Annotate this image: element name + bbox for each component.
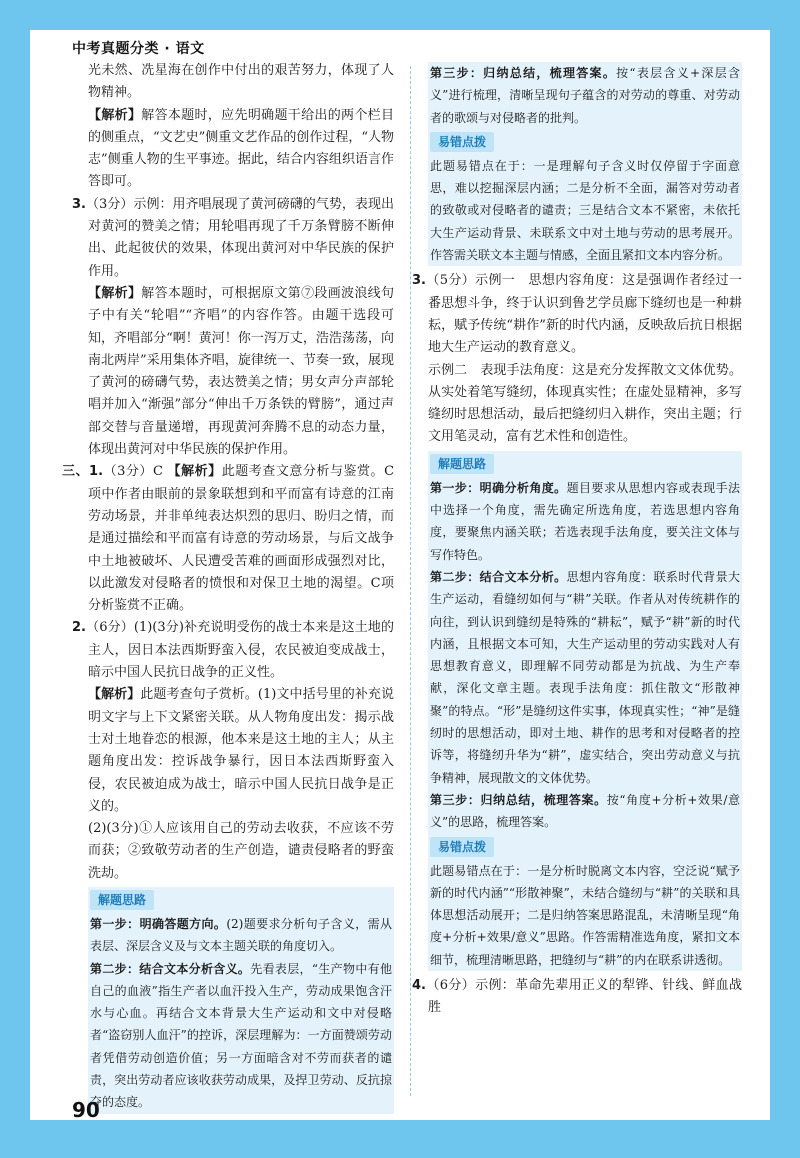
step-2: 第二步：结合文本分析。思想内容角度：联系时代背景大生产运动，看缝纫如何与“耕”关联。作者从对传统耕作的向往，到认识到缝纫是特殊的“耕耘”，赋予“耕”新的时代内涵，且根据文本可知，大生产运动里的劳动实践对人有思想教育意义，即理解不同劳动都是为抗战、为生产奉献，深化文章主题。表现手法角度：抓住散文“形散神聚”的特点。“形”是缝纫这件实事，体现真实性；“神”是缝纫时的思想活动，即对土地、耕作的思考和对侵略者的控诉等，将缝纫升华为“耕”，虚实结合，突出劳动意义与抗争精神，展现散文的文体优势。 bbox=[430, 569, 740, 785]
error-tip-tag: 易错点拨 bbox=[430, 132, 494, 152]
analysis-label: 【解析】 bbox=[88, 687, 141, 703]
question-3: 3.（3分）示例：用齐唱展现了黄河磅礴的气势，表现出对黄河的赞美之情；用轮唱再现了千万条臂膀不断伸出、此起彼伏的效果，体现出黄河对中华民族的保护作用。 bbox=[72, 196, 394, 279]
solution-approach-box bbox=[88, 887, 394, 1114]
error-tip-text: 此题易错点在于：一是分析时脱离文本内容，空泛说“赋予新的时代内涵”“形散神聚”，未结合缝纫与“耕”的关联和具体思想活动展开；二是归纳答案思路混乱，未清晰呈现“角度+分析+效果/意义”思路。作答需精准选角度，紧扣文本细节，梳理清晰思路，把缝纫与“耕”的内在联系讲透彻。 bbox=[430, 863, 740, 967]
left-border-band bbox=[0, 0, 30, 1158]
solution-approach-tag: 解题思路 bbox=[430, 454, 494, 474]
question-3-analysis: 【解析】解答本题时，可根据原文第⑦段画波浪线句子中有关“轮唱”“齐唱”的内容作答。由题干选段可知，齐唱部分“啊！黄河！你一泻万丈，浩浩荡荡，向南北两岸”采用集体齐唱，旋律统一、节奏一致，展现了黄河的磅礴气势，表达赞美之情；男女声分声部轮唱并加入“渐强”部分“伸出千万条铁的臂膀”，通过声部交替与音量递增，再现黄河奔腾不息的动态力量，体现出黄河对中华民族的保护作用。 bbox=[88, 285, 394, 458]
page-number: 90 bbox=[72, 1098, 100, 1122]
section3-question-2-part2: (2)(3分)①人应该用自己的劳动去收获，不应该不劳而获；②致敬劳动者的生产创造，谴责侵略者的野蛮洗劫。 bbox=[88, 821, 394, 881]
step-1: 第一步：明确分析角度。题目要求从思想内容或表现手法中选择一个角度，需先确定所选角度，若选思想内容角度，要聚焦内涵关联；若选表现手法角度，要关注文体与写作特色。 bbox=[430, 480, 740, 562]
section3-question-2-analysis: 【解析】此题考查句子赏析。(1)文中括号里的补充说明文字与上下文紧密关联。从人物角度出发：揭示战士对土地眷恋的根源，他本来是这土地的主人；从主题角度出发：控诉战争暴行，因日本法西斯野蛮入侵，农民被迫成为战士，暗示中国人民抗日战争是正义的。 bbox=[88, 687, 394, 814]
question-3-example-2: 示例二 表现手法角度：这是充分发挥散文文体优势。从实处着笔写缝纫，体现真实性；在虚处显精神，多写缝纫时思想活动，最后把缝纫归入耕作，突出主题；行文用笔灵动，富有艺术性和创造性。 bbox=[428, 362, 742, 445]
step-3: 第三步：归纳总结，梳理答案。按“表层含义+深层含义”进行梳理，清晰呈现句子蕴含的对劳动的尊重、对劳动者的歌颂与对侵略者的批判。 bbox=[430, 66, 740, 125]
solution-approach-box-2 bbox=[428, 451, 742, 971]
section3-question-1: 三、1.（3分）C 【解析】此题考查文意分析与鉴赏。C项中作者由眼前的景象联想到和平而富有诗意的江南劳动场景，并非单纯表达炽烈的思归、盼归之情，而是通过描绘和平而富有诗意的劳动场景，与后文战争中土地被破坏、人民遭受苦难的画面形成强烈对比，以此激发对侵略者的愤恨和对保卫土地的渴望。C项分析鉴赏不正确。 bbox=[62, 464, 395, 614]
question-number: 2. bbox=[72, 620, 86, 636]
right-column bbox=[412, 60, 742, 1020]
analysis-label: 【解析】 bbox=[88, 285, 142, 301]
intro-text: 光未然、冼星海在创作中付出的艰苦努力，体现了人物精神。 bbox=[88, 63, 394, 101]
analysis-label: 【解析】 bbox=[88, 107, 142, 123]
right-border-band bbox=[770, 0, 800, 1158]
intro-analysis: 【解析】解答本题时，应先明确题干给出的两个栏目的侧重点，“文艺史”侧重文艺作品的创作过程，“人物志”侧重人物的生平事迹。据此，结合内容组织语言作答即可。 bbox=[88, 107, 394, 190]
top-border-band bbox=[0, 0, 800, 30]
page-header-title: 中考真题分类 · 语文 bbox=[72, 41, 205, 57]
question-number: 4. bbox=[412, 977, 426, 993]
continued-solution-box bbox=[428, 62, 742, 266]
question-4: 4.（6分）示例：革命先辈用正义的犁铧、针线、鲜血战胜 bbox=[412, 977, 742, 1016]
question-number: 3. bbox=[412, 273, 426, 289]
question-3-right: 3.（5分）示例一 思想内容角度：这是强调作者经过一番思想斗争，终于认识到鲁艺学员廊下缝纫也是一种耕耘，赋予传统“耕作”新的时代内涵，反映敌后抗日根据地大生产运动的教育意义。 bbox=[412, 273, 742, 356]
analysis-label: 【解析】 bbox=[167, 464, 222, 480]
question-number: 三、1. bbox=[62, 464, 104, 480]
section3-question-2: 2.（6分）(1)(3分)补充说明受伤的战士本来是这土地的主人，因日本法西斯野蛮入侵，农民被迫变成战士，暗示中国人民抗日战争的正义性。 bbox=[72, 620, 394, 681]
bottom-border-band bbox=[0, 1120, 800, 1158]
step-1: 第一步：明确答题方向。(2)题要求分析句子含义，需从表层、深层含义及与文本主题关联的角度切入。 bbox=[90, 916, 392, 954]
error-tip-text: 此题易错点在于：一是理解句子含义时仅停留于字面意思，难以挖掘深层内涵；二是分析不全面，漏答对劳动者的致敬或对侵略者的谴责；三是结合文本不紧密，未依托大生产运动背景、未联系文中对土地与劳动的思考展开。作答需关联文本主题与情感，全面且紧扣文本内容分析。 bbox=[430, 158, 740, 263]
error-tip-tag: 易错点拨 bbox=[430, 837, 494, 857]
question-number: 3. bbox=[72, 196, 86, 212]
solution-approach-tag: 解题思路 bbox=[90, 890, 154, 910]
column-divider bbox=[410, 66, 411, 1096]
step-3: 第三步：归纳总结，梳理答案。按“角度+分析+效果/意义”的思路，梳理答案。 bbox=[430, 792, 740, 830]
step-2: 第二步：结合文本分析含义。先看表层，“生产物中有他自己的血液”指生产者以血汗投入生产，劳动成果饱含汗水与心血。再结合文本背景大生产运动和文中对侵略者“盗窃别人血汗”的控诉，深层理解为：一方面赞颂劳动者凭借劳动创造价值；另一方面暗含对不劳而获者的谴责，突出劳动者应该收获劳动成果，及捍卫劳动、反抗掠夺的态度。 bbox=[90, 961, 392, 1110]
